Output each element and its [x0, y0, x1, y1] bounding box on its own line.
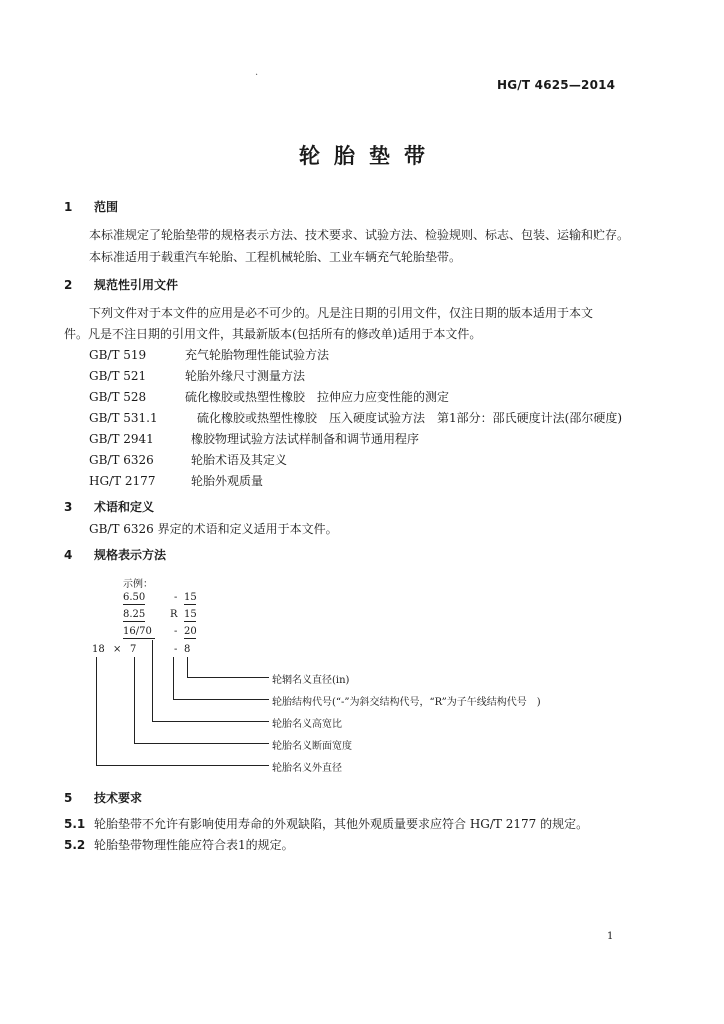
- legend-section-width: 轮胎名义断面宽度: [272, 741, 352, 752]
- example-width: 7: [130, 644, 137, 655]
- legend-structure-code: 轮胎结构代号(“-”为斜交结构代号，“R”为子午线结构代号 ): [272, 697, 541, 708]
- reference-item: [89, 409, 622, 426]
- reference-code: HG/T 2177: [89, 474, 156, 488]
- section-2-intro-line-2: 件。凡是不注日期的引用文件，其最新版本(包括所有的修改单)适用于本文件。: [64, 327, 482, 341]
- underline: [184, 604, 196, 605]
- reference-title: 橡胶物理试验方法试样制备和调节通用程序: [191, 432, 420, 446]
- reference-item: [89, 346, 329, 363]
- reference-item: [89, 388, 449, 405]
- legend-rim-diameter: 轮辋名义直径(in): [272, 675, 350, 686]
- section-title: 规范性引用文件: [94, 278, 179, 292]
- requirement-text: 轮胎垫带不允许有影响使用寿命的外观缺陷，其他外观质量要求应符合 HG/T 2177 的规定。: [94, 817, 589, 831]
- leader-line: [152, 721, 269, 722]
- example-separator: -: [174, 644, 178, 655]
- reference-code: GB/T 6326: [89, 453, 154, 467]
- requirement-number: 5.1: [64, 817, 86, 831]
- leader-line: [134, 657, 135, 743]
- reference-item: [89, 367, 305, 384]
- reference-code: GB/T 528: [89, 390, 147, 404]
- section-2-intro-line-1: 下列文件对于本文件的应用是必不可少的。凡是注日期的引用文件，仅注日期的版本适用于本文: [89, 306, 594, 320]
- underline: [123, 621, 145, 622]
- section-1-paragraph-2: 本标准适用于载重汽车轮胎、工程机械轮胎、工业车辆充气轮胎垫带。: [89, 250, 462, 264]
- example-aspect: 6.50: [123, 592, 146, 603]
- standard-code: HG/T 4625—2014: [497, 78, 616, 92]
- legend-aspect-ratio: 轮胎名义高宽比: [272, 719, 342, 730]
- reference-code: GB/T 519: [89, 348, 147, 362]
- leader-line: [187, 657, 188, 677]
- underline: [123, 638, 155, 639]
- section-1-paragraph-1: 本标准规定了轮胎垫带的规格表示方法、技术要求、试验方法、检验规则、标志、包装、运输和贮存。: [89, 228, 630, 242]
- example-times-sign: ×: [113, 644, 122, 655]
- reference-title: 轮胎术语及其定义: [191, 453, 288, 467]
- leader-line: [134, 743, 269, 744]
- example-rim: 15: [184, 609, 197, 620]
- requirement-text: 轮胎垫带物理性能应符合表1的规定。: [94, 838, 294, 852]
- section-4-heading: [64, 546, 166, 563]
- page-number: 1: [607, 931, 614, 942]
- underline: [184, 638, 196, 639]
- reference-title: 硫化橡胶或热塑性橡胶 压入硬度试验方法 第1部分：邵氏硬度计法(邵尔硬度): [197, 411, 623, 425]
- section-1-heading: [64, 198, 118, 215]
- reference-code: GB/T 521: [89, 369, 147, 383]
- header-dot: ·: [255, 70, 259, 81]
- requirement-item: [64, 836, 294, 853]
- section-3-heading: [64, 498, 154, 515]
- underline: [184, 621, 196, 622]
- example-separator: -: [174, 626, 178, 637]
- leader-line: [187, 677, 269, 678]
- section-3-paragraph: GB/T 6326 界定的术语和定义适用于本文件。: [89, 522, 338, 536]
- reference-title: 轮胎外观质量: [191, 474, 264, 488]
- requirement-item: [64, 815, 588, 832]
- example-separator: R: [170, 609, 178, 620]
- example-label: 示例：: [123, 579, 153, 590]
- reference-title: 轮胎外缘尺寸测量方法: [185, 369, 306, 383]
- example-aspect: 8.25: [123, 609, 146, 620]
- leader-line: [173, 657, 174, 699]
- requirement-number: 5.2: [64, 838, 86, 852]
- underline: [123, 604, 145, 605]
- leader-line: [152, 640, 153, 721]
- reference-item: [89, 430, 419, 447]
- example-separator: -: [174, 592, 178, 603]
- section-title: 技术要求: [94, 791, 143, 805]
- reference-item: [89, 472, 263, 489]
- section-title: 术语和定义: [94, 500, 155, 514]
- section-number: 1: [64, 200, 73, 214]
- section-title: 规格表示方法: [94, 548, 167, 562]
- example-aspect: 16/70: [123, 626, 152, 637]
- leader-line: [173, 699, 269, 700]
- reference-title: 充气轮胎物理性能试验方法: [185, 348, 330, 362]
- section-2-heading: [64, 276, 178, 293]
- example-rim: 8: [184, 644, 191, 655]
- example-outer-diameter: 18: [92, 644, 105, 655]
- section-5-heading: [64, 789, 142, 806]
- leader-line: [96, 657, 97, 765]
- section-number: 3: [64, 500, 73, 514]
- reference-item: [89, 451, 287, 468]
- legend-outer-diameter: 轮胎名义外直径: [272, 763, 342, 774]
- section-number: 2: [64, 278, 73, 292]
- example-rim: 15: [184, 592, 197, 603]
- leader-line: [96, 765, 269, 766]
- reference-code: GB/T 531.1: [89, 411, 158, 425]
- example-rim: 20: [184, 626, 197, 637]
- page-title: 轮胎垫带: [299, 144, 439, 168]
- reference-title: 硫化橡胶或热塑性橡胶 拉伸应力应变性能的测定: [185, 390, 450, 404]
- section-number: 5: [64, 791, 73, 805]
- section-number: 4: [64, 548, 73, 562]
- reference-code: GB/T 2941: [89, 432, 154, 446]
- section-title: 范围: [94, 200, 119, 214]
